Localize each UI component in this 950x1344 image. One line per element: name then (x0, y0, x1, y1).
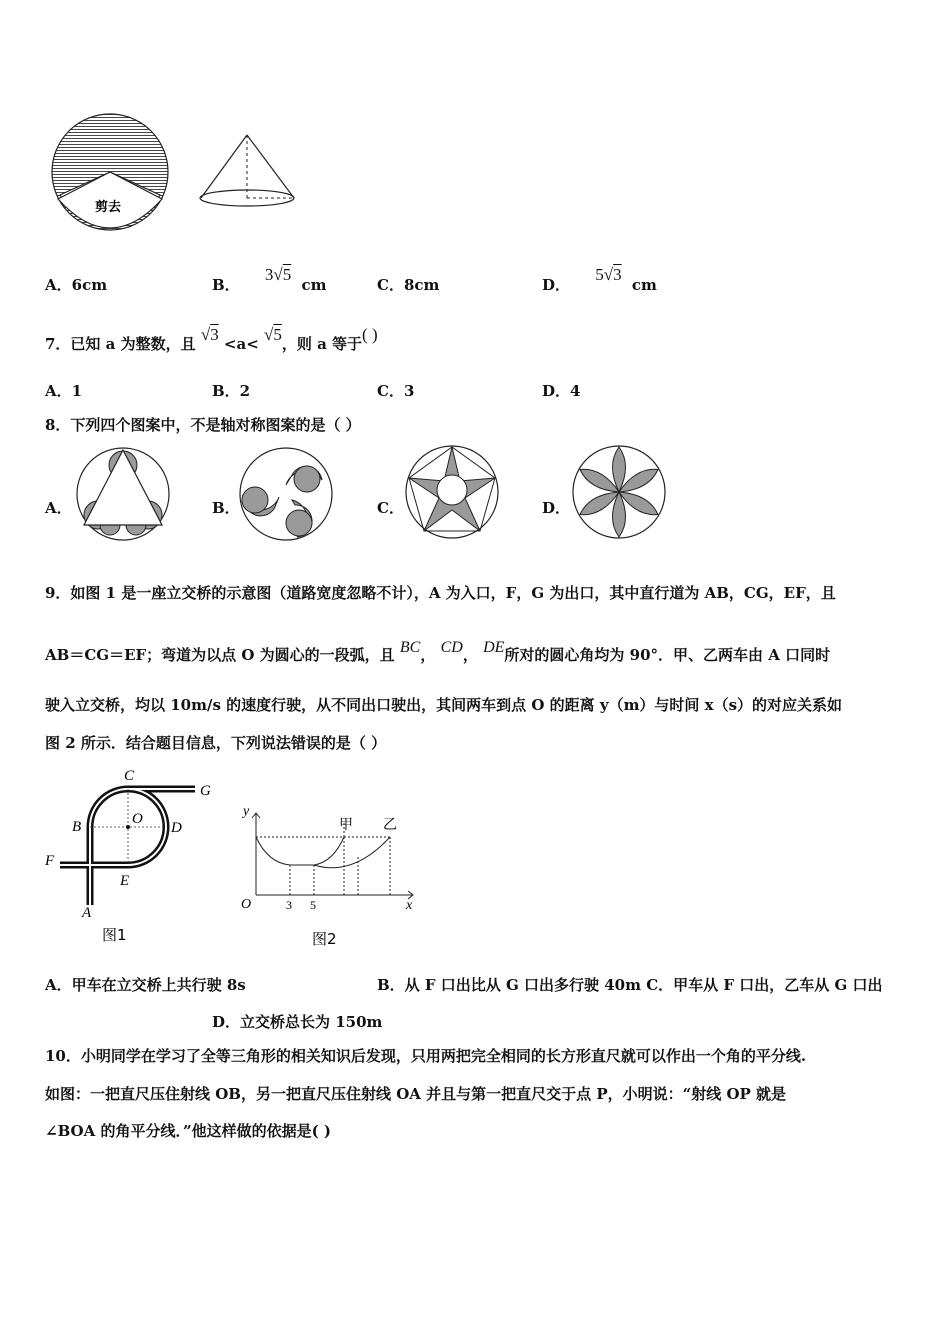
q8-option-b[interactable]: B． (212, 499, 240, 517)
q9-line-2: AB＝CG＝EF；弯道为以点 O 为圆心的一段弧，且 BC， CD， DE所对的圆心角均为 90°．甲、乙两车由 A 口同时 (45, 639, 831, 664)
q9-line-1: 9．如图 1 是一座立交桥的示意图（道路宽度忽略不计），A 为入口，F，G 为出口，其中直行道为 AB，CG，EF，且 (45, 584, 836, 602)
q10-line-3: ∠BOA 的角平分线．”他这样做的依据是( ) (45, 1122, 331, 1140)
q6-option-d[interactable]: D． 5√3 cm (542, 265, 657, 294)
q8-option-c[interactable]: C． (377, 499, 404, 517)
label-e: E (120, 873, 130, 889)
interchange-figure (40, 765, 225, 950)
axis-x-label: x (406, 898, 413, 913)
label-f: F (45, 853, 55, 869)
fig2-caption: 图2 (312, 930, 337, 948)
q7-option-d[interactable]: D．4 (542, 382, 581, 400)
label-a: A (82, 905, 92, 921)
sqrt-icon: √ (273, 265, 283, 284)
q6-option-c[interactable]: C．8cm (377, 276, 440, 294)
axis-y-label: y (243, 804, 250, 819)
q6-d-radical: 5√3 (595, 265, 622, 284)
q8-stem: 8．下列四个图案中，不是轴对称图案的是（ ） (45, 416, 361, 434)
q7-option-a[interactable]: A．1 (45, 382, 83, 400)
q6-b-radical: 3√5 (264, 265, 292, 284)
origin-label: O (241, 897, 252, 912)
q7-option-b[interactable]: B．2 (212, 382, 251, 400)
q7-option-c[interactable]: C．3 (377, 382, 415, 400)
series-jia-label: 甲 (339, 817, 353, 833)
tick-3: 3 (286, 898, 292, 912)
q9-line-3: 驶入立交桥，均以 10m/s 的速度行驶，从不同出口驶出，其间两车到点 O 的距离 y（m）与时间 x（s）的对应关系如 (45, 696, 843, 714)
label-c: C (124, 768, 135, 784)
arc-bc: BC (399, 639, 421, 656)
label-g: G (200, 783, 211, 799)
label-o: O (132, 811, 143, 827)
sqrt-icon: √ (603, 265, 614, 284)
label-d: D (171, 820, 182, 836)
sqrt-icon: √ (264, 325, 274, 344)
series-yi-label: 乙 (383, 817, 397, 833)
q9-option-bc[interactable]: B．从 F 口出比从 G 口出多行驶 40m C．甲车从 F 口出，乙车从 G 口出 (377, 976, 883, 994)
q8-option-d[interactable]: D． (542, 499, 571, 517)
pattern-c-star[interactable] (403, 443, 501, 541)
sector-cut-figure (40, 105, 180, 245)
pattern-b-swirl[interactable] (237, 445, 335, 543)
cone-figure (195, 130, 300, 215)
sqrt-icon: √ (200, 325, 211, 344)
q9-option-a[interactable]: A．甲车在立交桥上共行驶 8s (45, 976, 246, 994)
arc-cd: CD (440, 639, 463, 656)
q6-option-a[interactable]: A．6cm (45, 276, 108, 294)
pattern-d-flower[interactable] (570, 443, 668, 541)
tick-5: 5 (310, 898, 316, 912)
pattern-a-triangle[interactable] (74, 445, 172, 543)
q7-radical-1: √3 (200, 325, 219, 344)
q6-option-b[interactable]: B． 3√5 cm (212, 265, 327, 294)
arc-de: DE (483, 639, 505, 656)
q9-line-4: 图 2 所示．结合题目信息，下列说法错误的是（ ） (45, 734, 387, 752)
q7-stem: 7．已知 a 为整数，且 √3 <a< √5，则 a 等于( ) (45, 325, 378, 353)
cut-label: 剪去 (95, 200, 122, 215)
distance-time-graph (228, 795, 428, 955)
q9-option-d[interactable]: D．立交桥总长为 150m (212, 1013, 383, 1031)
q7-radical-2: √5 (264, 325, 282, 344)
q10-line-1: 10．小明同学在学习了全等三角形的相关知识后发现，只用两把完全相同的长方形直尺就可以作出一个角的平分线. (45, 1047, 807, 1065)
label-b: B (72, 819, 82, 835)
q8-option-a[interactable]: A． (45, 499, 72, 517)
fig1-caption: 图1 (102, 926, 127, 944)
q10-line-2: 如图：一把直尺压住射线 OB，另一把直尺压住射线 OA 并且与第一把直尺交于点 P，小明说：“射线 OP 就是 (45, 1085, 787, 1103)
